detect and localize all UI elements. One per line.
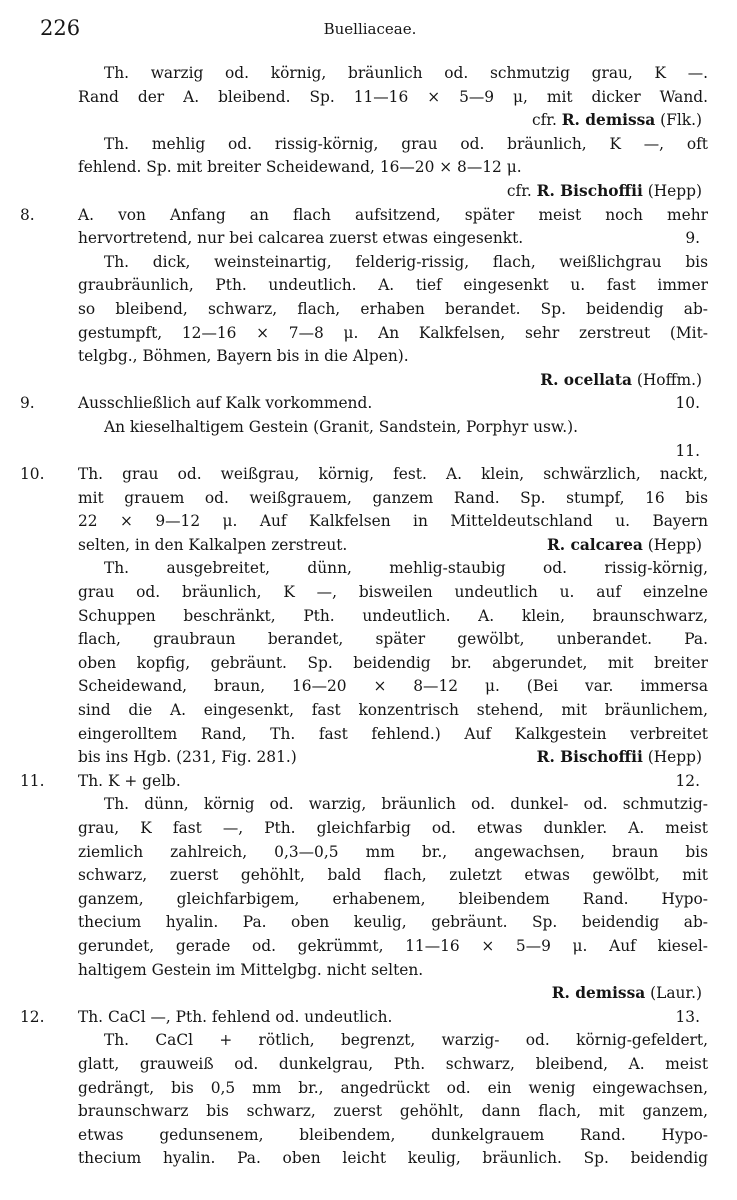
text-line <box>20 156 708 180</box>
text-line <box>20 652 708 676</box>
line-text: schwarz, zuerst gehöhlt, bald flach, zuletzt etwas gewölbt, mit <box>78 866 708 885</box>
text-line <box>20 628 708 652</box>
text-line <box>20 440 708 464</box>
page-header <box>40 16 700 46</box>
text-line <box>20 817 708 841</box>
line-text: Th. dünn, körnig od. warzig, bräunlich od. dunkel- od. schmutzig- <box>104 795 708 814</box>
line-text: Scheidewand, braun, 16—20 × 8—12 μ. (Bei var. immersa <box>78 677 708 696</box>
text-line <box>20 510 708 534</box>
text-line <box>20 392 708 416</box>
text-line <box>20 888 708 912</box>
running-title: Buelliaceae. <box>323 20 417 38</box>
next-couplet-ref: 9. <box>685 229 700 248</box>
next-couplet-ref: 10. <box>675 394 700 413</box>
ref-prefix: cfr. <box>506 181 537 200</box>
species-name: R. Bischoffii <box>536 748 643 767</box>
line-text: glatt, grauweiß od. dunkelgrau, Pth. schwarz, bleibend, A. meist <box>78 1054 708 1073</box>
line-text: haltigem Gestein im Mittelgbg. nicht selten. <box>78 960 424 979</box>
line-text: ziemlich zahlreich, 0,3—0,5 mm br., angewachsen, braun bis <box>78 842 708 861</box>
text-line <box>20 322 708 346</box>
species-reference <box>532 109 702 133</box>
text-line <box>20 746 708 770</box>
line-text: Th. warzig od. körnig, bräunlich od. schmutzig grau, K —. <box>104 64 708 82</box>
text-line <box>20 1147 708 1171</box>
line-text: Th. dick, weinsteinartig, felderig-rissig, flach, weißlichgrau bis <box>104 252 708 271</box>
line-text: Th. CaCl + rötlich, begrenzt, warzig- od. körnig-gefeldert, <box>104 1031 708 1050</box>
text-line <box>20 180 708 204</box>
text-line <box>20 1006 708 1030</box>
text-line <box>20 534 708 558</box>
line-text: Schuppen beschränkt, Pth. undeutlich. A. klein, braunschwarz, <box>78 606 708 625</box>
line-text: Rand der A. bleibend. Sp. 11—16 × 5—9 μ, mit dicker Wand. <box>78 87 708 106</box>
text-line <box>20 251 708 275</box>
text-line <box>20 204 708 228</box>
text-line <box>20 1100 708 1124</box>
line-text: mit grauem od. weißgrauem, ganzem Rand. Sp. stumpf, 16 bis <box>78 488 708 507</box>
text-line <box>20 841 708 865</box>
next-couplet-ref: 13. <box>675 1007 700 1026</box>
line-text: A. von Anfang an flach aufsitzend, später meist noch mehr <box>78 205 708 224</box>
text-line <box>20 298 708 322</box>
species-reference <box>547 534 702 558</box>
text-line <box>20 1124 708 1148</box>
line-text: An kieselhaltigem Gestein (Granit, Sandstein, Porphyr usw.). <box>104 417 579 436</box>
line-text: braunschwarz bis schwarz, zuerst gehöhlt, dann flach, mit ganzem, <box>78 1102 708 1121</box>
next-couplet-ref: 11. <box>675 441 700 460</box>
line-text: etwas gedunsenem, bleibendem, dunkelgrauem Rand. Hypo- <box>78 1125 708 1144</box>
text-line <box>20 581 708 605</box>
text-line <box>20 557 708 581</box>
page-number: 226 <box>40 16 81 40</box>
line-text: grau, K fast —, Pth. gleichfarbig od. etwas dunkler. A. meist <box>78 819 708 837</box>
species-author: (Hepp) <box>642 181 702 200</box>
line-text: 22 × 9—12 μ. Auf Kalkfelsen in Mitteldeutschland u. Bayern <box>78 512 708 531</box>
text-line <box>20 911 708 935</box>
next-couplet-ref: 12. <box>675 771 700 790</box>
line-text: graubräunlich, Pth. undeutlich. A. tief eingesenkt u. fast immer <box>78 276 708 295</box>
text-line <box>20 605 708 629</box>
line-text: oben kopfig, gebräunt. Sp. beidendig br. abgerundet, mit breiter <box>78 653 708 672</box>
text-line <box>20 959 708 983</box>
species-reference <box>552 982 702 1006</box>
text-line <box>20 675 708 699</box>
line-text: thecium hyalin. Pa. oben keulig, gebräunt. Sp. beidendig ab- <box>78 913 708 932</box>
key-couplet-number: 8. <box>20 205 35 224</box>
line-text: Th. CaCl —, Pth. fehlend od. undeutlich. <box>78 1007 393 1026</box>
text-line <box>20 274 708 298</box>
line-text: fehlend. Sp. mit breiter Scheidewand, 16—20 × 8—12 μ. <box>78 158 522 177</box>
text-line <box>20 770 708 794</box>
text-line <box>20 1029 708 1053</box>
species-reference <box>537 746 702 770</box>
species-author: (Hepp) <box>642 748 702 767</box>
text-line <box>20 982 708 1006</box>
text-line <box>20 1077 708 1101</box>
line-text: ganzem, gleichfarbigem, erhabenem, bleibendem Rand. Hypo- <box>78 889 708 908</box>
species-name: R. ocellata <box>540 370 632 389</box>
key-couplet-number: 12. <box>20 1007 45 1026</box>
text-line <box>20 416 708 440</box>
key-text-body <box>20 62 708 1171</box>
key-couplet-number: 9. <box>20 394 35 413</box>
text-line <box>20 227 708 251</box>
line-text: eingerolltem Rand, Th. fast fehlend.) Auf Kalkgestein verbreitet <box>78 724 708 743</box>
line-text: gedrängt, bis 0,5 mm br., angedrückt od. ein wenig eingewachsen, <box>78 1078 708 1097</box>
species-reference <box>507 180 702 204</box>
line-text: flach, graubraun berandet, später gewölbt, unberandet. Pa. <box>78 630 708 649</box>
text-line <box>20 86 708 110</box>
line-text: Th. ausgebreitet, dünn, mehlig-staubig od. rissig-körnig, <box>104 559 708 578</box>
species-name: R. demissa <box>561 111 656 130</box>
line-text: grau od. bräunlich, K —, bisweilen undeutlich u. auf einzelne <box>78 583 708 602</box>
line-text: Th. mehlig od. rissig-körnig, grau od. bräunlich, K —, oft <box>104 134 708 153</box>
text-line <box>20 487 708 511</box>
line-text: hervortretend, nur bei calcarea zuerst etwas eingesenkt. <box>78 229 524 248</box>
ref-prefix: cfr. <box>531 111 562 130</box>
line-text: thecium hyalin. Pa. oben leicht keulig, bräunlich. Sp. beidendig <box>78 1149 708 1168</box>
line-text: Ausschließlich auf Kalk vorkommend. <box>78 394 373 413</box>
text-line <box>20 1053 708 1077</box>
line-text: selten, in den Kalkalpen zerstreut. <box>78 535 348 554</box>
species-author: (Hepp) <box>642 535 702 554</box>
text-line <box>20 699 708 723</box>
line-text: gerundet, gerade od. gekrümmt, 11—16 × 5—9 μ. Auf kiesel- <box>78 936 708 955</box>
line-text: so bleibend, schwarz, flach, erhaben berandet. Sp. beidendig ab- <box>78 299 708 318</box>
text-line <box>20 723 708 747</box>
text-line <box>20 864 708 888</box>
line-text: telgbg., Böhmen, Bayern bis in die Alpen). <box>78 347 409 366</box>
species-name: R. Bischoffii <box>536 181 643 200</box>
text-line <box>20 793 708 817</box>
line-text: Th. grau od. weißgrau, körnig, fest. A. klein, schwärzlich, nackt, <box>78 465 708 484</box>
species-author: (Hoffm.) <box>631 370 702 389</box>
key-couplet-number: 11. <box>20 771 45 790</box>
text-line <box>20 345 708 369</box>
text-line <box>20 935 708 959</box>
text-line <box>20 463 708 487</box>
line-text: sind die A. eingesenkt, fast konzentrisch stehend, mit bräunlichem, <box>78 701 708 720</box>
text-line <box>20 133 708 157</box>
text-line <box>20 62 708 86</box>
species-author: (Flk.) <box>655 111 702 130</box>
text-line <box>20 109 708 133</box>
line-text: bis ins Hgb. (231, Fig. 281.) <box>78 748 297 767</box>
key-couplet-number: 10. <box>20 465 45 484</box>
species-name: R. demissa <box>551 984 646 1003</box>
text-line <box>20 369 708 393</box>
species-name: R. calcarea <box>546 535 643 554</box>
line-text: Th. K + gelb. <box>78 771 181 790</box>
species-reference <box>540 369 702 393</box>
line-text: gestumpft, 12—16 × 7—8 μ. An Kalkfelsen, sehr zerstreut (Mit- <box>78 323 708 342</box>
species-author: (Laur.) <box>645 984 702 1003</box>
